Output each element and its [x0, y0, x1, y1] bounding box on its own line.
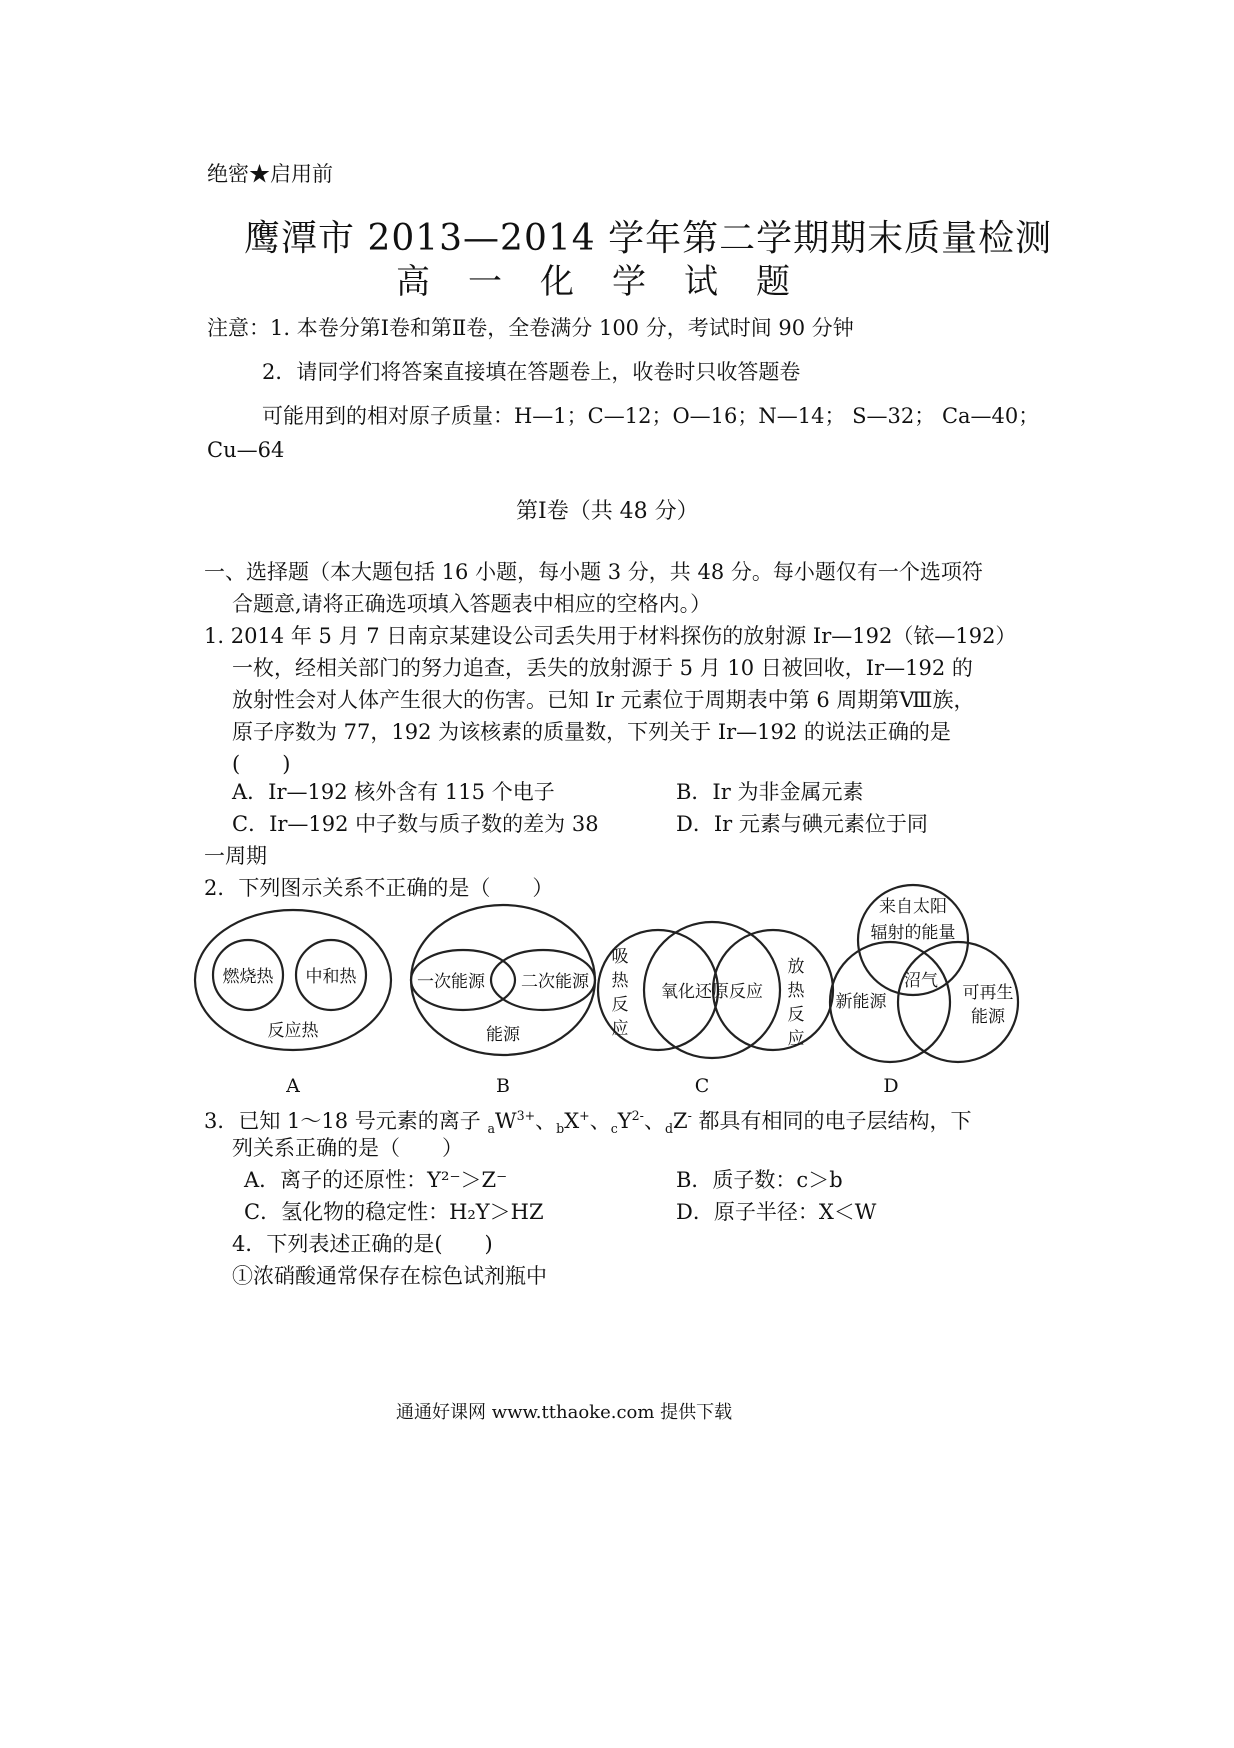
q1-option-d-cont: 一周期: [204, 844, 267, 868]
diagram-a-inner-2: 中和热: [305, 967, 357, 987]
q1-option-c: C．Ir—192 中子数与质子数的差为 38: [232, 812, 599, 836]
section1-line-1: 一、选择题（本大题包括 16 小题，每小题 3 分，共 48 分。每小题仅有一个选项符: [204, 560, 983, 584]
note-line-4: Cu—64: [207, 438, 285, 462]
exam-title: 鹰潭市 2013—2014 学年第二学期期末质量检测: [244, 218, 1053, 259]
diagram-c-right-1: 放: [787, 957, 805, 977]
q3-stem-line-1: 3．已知 1～18 号元素的离子 $_aW^{3+}$、$_b$X+、$_cY^{2-}$、$_d$Z- 都具有相同的电子层结构，下: [204, 1108, 972, 1137]
q3-stem-post: 都具有相同的电子层结构，下: [691, 1109, 972, 1133]
diagram-c-right-3: 反: [787, 1005, 805, 1025]
diagram-c-left-3: 反: [611, 995, 629, 1015]
q1-line-2: 一枚，经相关部门的努力追查，丢失的放射源于 5 月 10 日被回收，Ir—192 的: [232, 656, 973, 680]
note-line-2: 2．请同学们将答案直接填在答题卷上，收卷时只收答题卷: [262, 360, 801, 384]
diagram-c-left-1: 吸: [611, 947, 629, 967]
q3-option-c: C．氢化物的稳定性：H₂Y＞HZ: [244, 1200, 544, 1224]
q1-line-4: 原子序数为 77，192 为该核素的质量数，下列关于 Ir—192 的说法正确的是: [232, 720, 951, 744]
part1-title: 第Ⅰ卷（共 48 分）: [516, 499, 699, 524]
q3-option-a: A．离子的还原性：Y²⁻＞Z⁻: [244, 1168, 508, 1192]
diagram-d-label: D: [883, 1075, 899, 1097]
confidential-label: 绝密★启用前: [207, 162, 333, 186]
q2-stem: 2．下列图示关系不正确的是（ ）: [204, 876, 554, 900]
diagram-a-outer: 反应热: [267, 1021, 319, 1041]
diagram-b-label: B: [496, 1075, 510, 1097]
diagram-d-top-1: 来自太阳: [879, 897, 947, 917]
q3-option-d: D．原子半径：X＜W: [676, 1200, 877, 1224]
diagram-d-left: 新能源: [835, 992, 887, 1012]
diagram-b-right: 二次能源: [521, 972, 589, 992]
note-line-1: 注意：1. 本卷分第Ⅰ卷和第Ⅱ卷，全卷满分 100 分，考试时间 90 分钟: [207, 316, 854, 340]
q3-stem-pre: 3．已知 1～18 号元素的离子: [204, 1109, 488, 1133]
q1-option-a: A．Ir—192 核外含有 115 个电子: [232, 780, 555, 804]
q3-option-b: B．质子数：c＞b: [676, 1168, 843, 1192]
q1-line-3: 放射性会对人体产生很大的伤害。已知 Ir 元素位于周期表中第 6 周期第Ⅷ族，: [232, 688, 975, 712]
diagram-c-right-4: 应: [787, 1029, 805, 1049]
diagram-c-left-4: 应: [611, 1019, 629, 1039]
q1-option-d: D．Ir 元素与碘元素位于同: [676, 812, 928, 836]
q1-line-1: 1. 2014 年 5 月 7 日南京某建设公司丢失用于材料探伤的放射源 Ir—192（铱—192）: [204, 624, 1017, 648]
q4-item-1: ①浓硝酸通常保存在棕色试剂瓶中: [232, 1264, 547, 1288]
diagram-d-top-2: 辐射的能量: [870, 923, 956, 943]
diagram-d-right-1: 可再生: [962, 983, 1014, 1003]
diagram-b-left: 一次能源: [417, 972, 485, 992]
q4-stem: 4．下列表述正确的是( ): [232, 1232, 493, 1256]
diagram-b-outer: 能源: [486, 1025, 520, 1045]
diagram-c-center: 氧化还原反应: [661, 982, 763, 1002]
diagram-a-inner-1: 燃烧热: [222, 967, 274, 987]
section1-line-2: 合题意,请将正确选项填入答题表中相应的空格内。）: [232, 592, 712, 616]
diagram-c-left-2: 热: [611, 971, 629, 991]
note-line-3: 可能用到的相对原子质量：H—1；C—12；O—16；N—14； S—32； Ca—40；: [262, 404, 1040, 428]
q1-line-5: ( ): [232, 752, 291, 776]
diagram-c-label: C: [694, 1075, 710, 1097]
exam-subtitle: 高一化学试题: [396, 262, 828, 302]
diagram-c-right-2: 热: [787, 981, 805, 1001]
q2-diagrams: [188, 880, 1028, 1100]
page-footer: 通通好课网 www.tthaoke.com 提供下载: [396, 1402, 733, 1423]
diagram-d-center: 沼气: [904, 971, 938, 991]
q1-option-b: B．Ir 为非金属元素: [676, 780, 864, 804]
q3-stem-line-2: 列关系正确的是（ ）: [232, 1136, 463, 1160]
diagram-d-right-2: 能源: [971, 1007, 1005, 1027]
diagram-a-label: A: [286, 1075, 300, 1097]
